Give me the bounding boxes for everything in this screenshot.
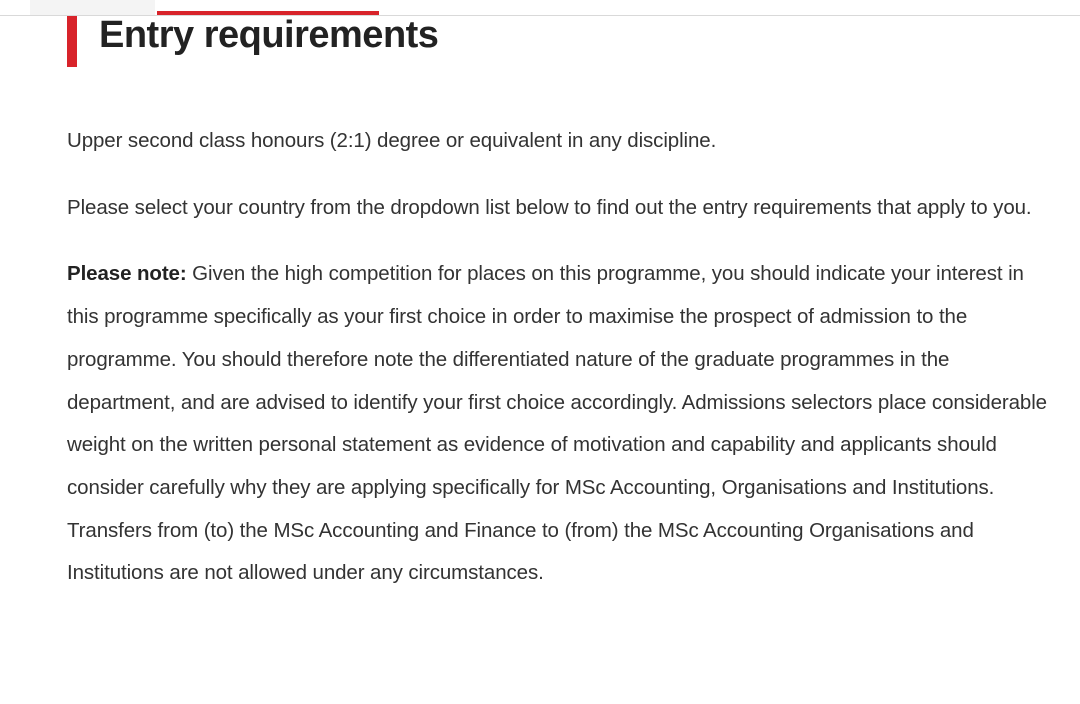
- section-title: Entry requirements: [99, 14, 439, 56]
- note-label: Please note:: [67, 262, 187, 286]
- degree-requirement-text: Upper second class honours (2:1) degree or equivalent in any discipline.: [67, 129, 717, 152]
- entry-requirements-content: [67, 120, 1057, 619]
- country-instruction-text: Please select your country from the dropdown list below to find out the entry requirements that apply to you.: [67, 195, 1032, 219]
- note-text: Given the high competition for places on this programme, you should indicate your interest in this programme specifically as your first choice in order to maximise the prospect of admission to the programme. You should therefore note the differentiated nature of the graduate programmes in the department, and are advised to identify your first choice accordingly. Admissions selectors place considerable weight on the written personal statement as evidence of motivation and capability and applicants should consider carefully why they are applying specifically for MSc Accounting, Organisations and Institutions. Transfers from (to) the MSc Accounting and Finance to (from) the MSc Accounting Organisations and Institutions are not allowed under any circumstances.: [67, 262, 1047, 585]
- note-paragraph: [67, 253, 1057, 595]
- heading-accent-bar: [67, 16, 77, 67]
